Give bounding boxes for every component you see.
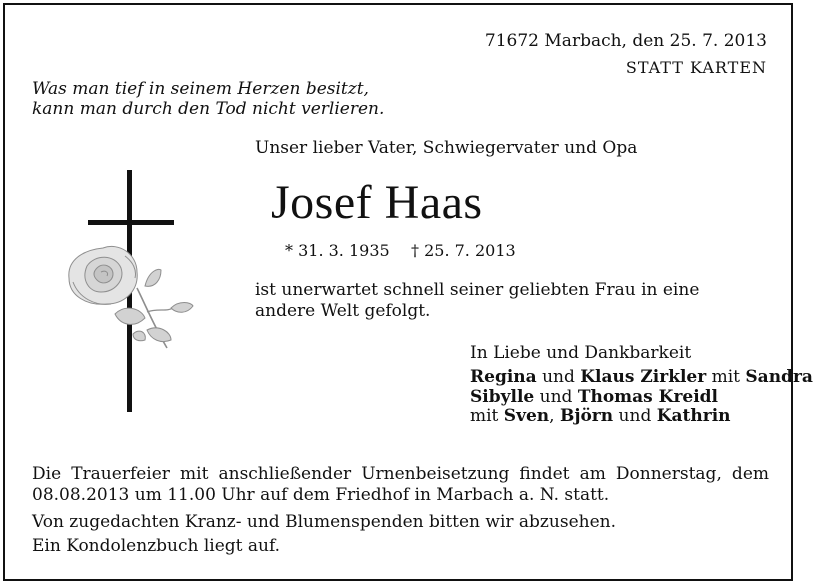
message-line-2: andere Welt gefolgt. (255, 301, 431, 321)
mourner-connector: mit (706, 367, 746, 387)
mourner-connector: und (536, 367, 581, 387)
mourners-heading: In Liebe und Dankbarkeit (470, 343, 692, 363)
mourner-name: Thomas Kreidl (577, 387, 719, 407)
condolence-text: Ein Kondolenzbuch liegt auf. (32, 536, 281, 556)
mourners-line-3 (470, 406, 731, 426)
flowers-text: Von zugedachten Kranz- und Blumenspenden bitten wir abzusehen. (32, 512, 616, 532)
obituary-card (3, 3, 813, 581)
ceremony-text: Die Trauerfeier mit anschließender Urnenbeisetzung findet am Donnerstag, dem 08.08.2013 um 11.00 Uhr auf dem Friedhof in Marbach a. N. statt. (32, 464, 769, 505)
message-line-1: ist unerwartet schnell seiner geliebten Frau in eine (255, 280, 700, 300)
intro-text: Unser lieber Vater, Schwiegervater und Opa (255, 138, 638, 158)
mourner-name: Kathrin (656, 406, 731, 426)
mourner-connector: und (613, 406, 657, 426)
rose-icon (63, 242, 198, 372)
mourners-line-2 (470, 387, 718, 407)
motto-line-1: Was man tief in seinem Herzen besitzt, (32, 79, 369, 99)
mourner-connector: mit (470, 406, 504, 426)
mourner-name: Sibylle (470, 387, 535, 407)
death-date: † 25. 7. 2013 (411, 241, 516, 260)
statt-karten-label: STATT KARTEN (625, 58, 767, 77)
birth-date: * 31. 3. 1935 (285, 241, 390, 260)
mourner-name: Sven (503, 406, 550, 426)
mourner-name: Sandra (745, 367, 813, 387)
mourner-name: Björn (559, 406, 614, 426)
mourner-name: Regina (470, 367, 537, 387)
mourner-name: Klaus Zirkler (580, 367, 707, 387)
place-date: 71672 Marbach, den 25. 7. 2013 (484, 31, 767, 51)
mourner-connector: und (534, 387, 578, 407)
deceased-name: Josef Haas (271, 176, 483, 229)
mourner-connector: , (549, 406, 560, 426)
mourners-line-1 (470, 367, 813, 387)
motto-line-2: kann man durch den Tod nicht verlieren. (32, 99, 385, 119)
